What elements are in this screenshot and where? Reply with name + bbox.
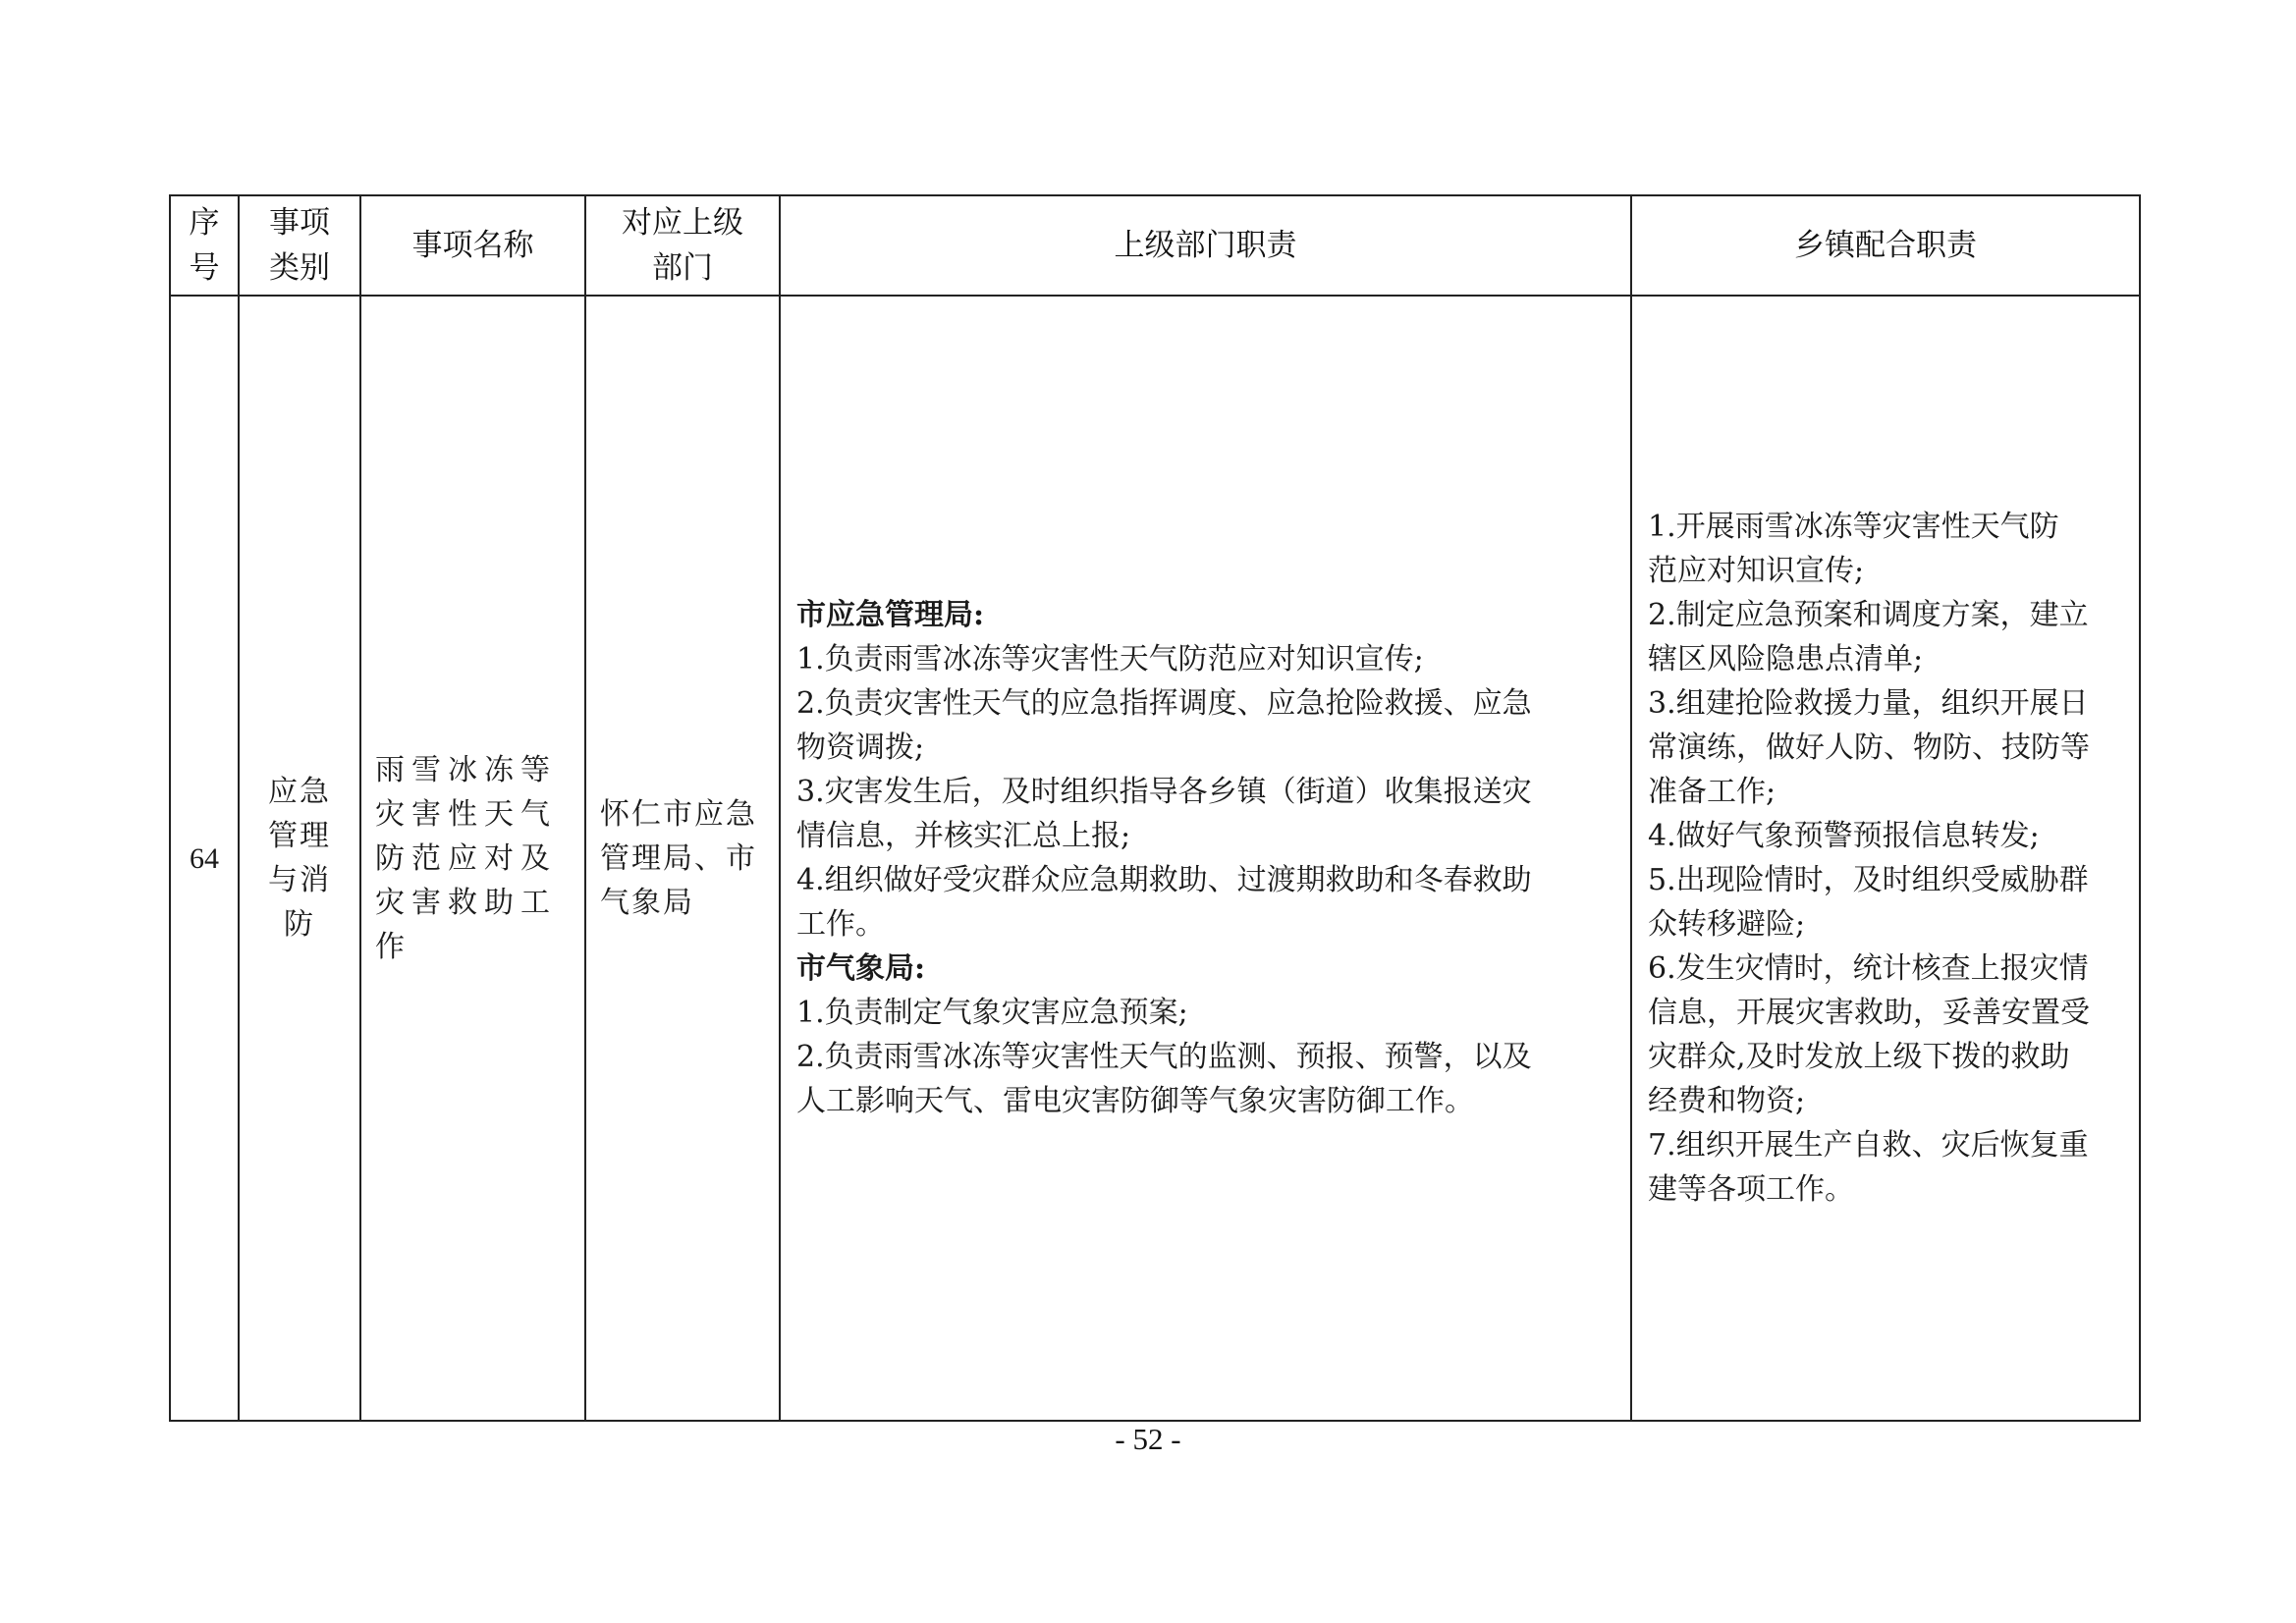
cell-superior-dept: 怀仁市应急 管理局、市 气象局 <box>585 296 780 1421</box>
town-duty-line: 范应对知识宣传; <box>1648 554 1865 588</box>
cell-town-duty <box>1631 296 2140 1421</box>
header-town-duty: 乡镇配合职责 <box>1631 195 2140 296</box>
duty-line: 2.负责灾害性天气的应急指挥调度、应急抢险救援、应急 <box>796 686 1532 721</box>
town-duty-line: 众转移避险; <box>1648 907 1806 942</box>
duty-line: 情信息，并核实汇总上报; <box>796 819 1131 853</box>
page-number: - 52 - <box>1115 1422 1181 1456</box>
responsibility-table <box>169 194 2141 1422</box>
town-duty-line: 5.出现险情时，及时组织受威胁群 <box>1648 863 2089 897</box>
header-dept: 对应上级 部门 <box>585 195 780 296</box>
cell-item-name: 雨雪冰冻等 灾害性天气 防范应对及 灾害救助工 作 <box>360 296 585 1421</box>
town-duty-line: 3.组建抢险救援力量，组织开展日 <box>1648 686 2089 721</box>
duty-line: 1.负责制定气象灾害应急预案; <box>796 996 1188 1030</box>
duty-line: 工作。 <box>796 907 885 942</box>
duty-line: 物资调拨; <box>796 730 925 765</box>
town-duty-line: 信息，开展灾害救助，妥善安置受 <box>1648 996 2090 1030</box>
town-duty-line: 2.制定应急预案和调度方案，建立 <box>1648 598 2089 632</box>
duty-line: 4.组织做好受灾群众应急期救助、过渡期救助和冬春救助 <box>796 863 1532 897</box>
duty-line: 人工影响天气、雷电灾害防御等气象灾害防御工作。 <box>796 1084 1474 1118</box>
town-duty-line: 7.组织开展生产自救、灾后恢复重 <box>1648 1128 2089 1163</box>
town-duty-line: 准备工作; <box>1648 775 1777 809</box>
table-header-row <box>170 195 2140 296</box>
town-duty-line: 建等各项工作。 <box>1648 1172 1854 1207</box>
cell-category: 应急 管理 与消 防 <box>239 296 360 1421</box>
header-no: 序 号 <box>170 195 239 296</box>
town-duty-line: 经费和物资; <box>1648 1084 1806 1118</box>
town-duty-line: 4.做好气象预警预报信息转发; <box>1648 819 2040 853</box>
town-duty-line: 1.开展雨雪冰冻等灾害性天气防 <box>1648 510 2059 544</box>
table-row <box>170 296 2140 1421</box>
town-duty-line: 6.发生灾情时，统计核查上报灾情 <box>1648 951 2089 986</box>
duty-line: 1.负责雨雪冰冻等灾害性天气防范应对知识宣传; <box>796 642 1424 676</box>
header-category: 事项 类别 <box>239 195 360 296</box>
duty-heading-emergency: 市应急管理局: <box>796 598 985 632</box>
cell-superior-duty <box>780 296 1631 1421</box>
header-superior-duty: 上级部门职责 <box>780 195 1631 296</box>
cell-no: 64 <box>170 296 239 1421</box>
town-duty-line: 灾群众,及时发放上级下拨的救助 <box>1648 1040 2070 1074</box>
town-duty-line: 辖区风险隐患点清单; <box>1648 642 1924 676</box>
town-duty-line: 常演练，做好人防、物防、技防等 <box>1648 730 2090 765</box>
duty-line: 2.负责雨雪冰冻等灾害性天气的监测、预报、预警，以及 <box>796 1040 1532 1074</box>
duty-line: 3.灾害发生后，及时组织指导各乡镇（街道）收集报送灾 <box>796 775 1532 809</box>
duty-heading-weather: 市气象局: <box>796 951 926 986</box>
header-name: 事项名称 <box>360 195 585 296</box>
